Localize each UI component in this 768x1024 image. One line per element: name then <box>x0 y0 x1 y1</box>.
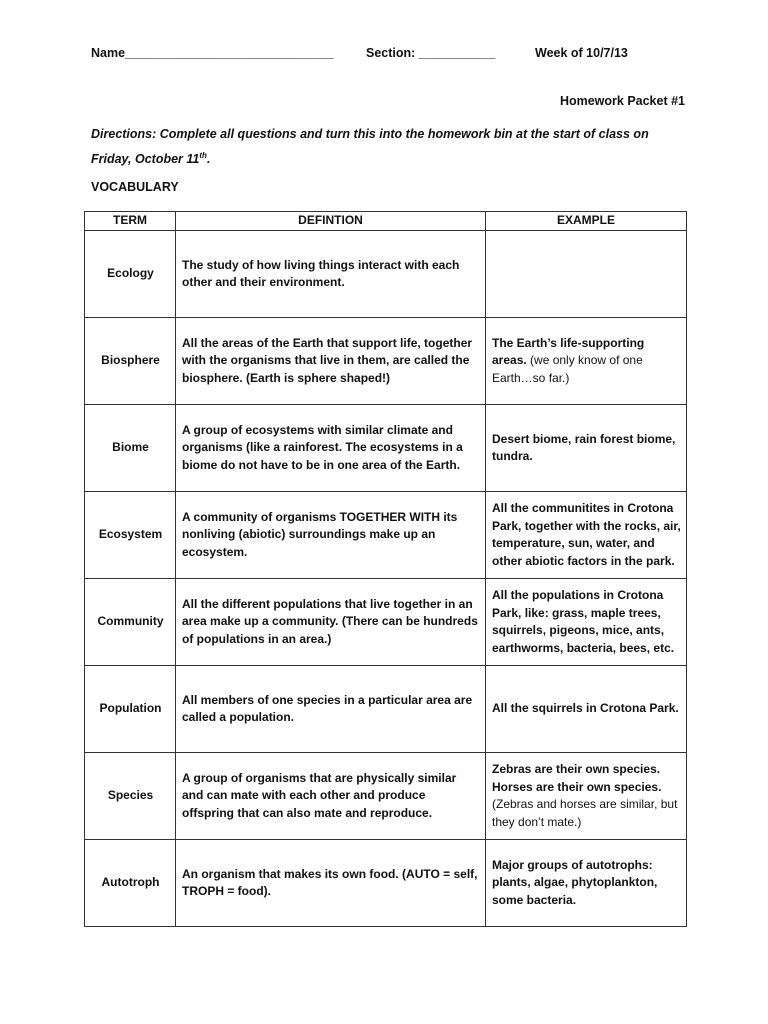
example-text: Desert biome, rain forest biome, tundra. <box>492 431 676 463</box>
header-term: TERM <box>85 212 176 231</box>
directions <box>91 124 691 170</box>
example-cell <box>486 492 687 579</box>
table-header-row <box>85 212 687 231</box>
example-text: Zebras are their own species. Horses are their own species. <box>492 762 662 794</box>
example-cell <box>486 579 687 666</box>
term-cell: Biome <box>85 405 176 492</box>
example-cell[interactable] <box>486 231 687 318</box>
example-cell <box>486 840 687 927</box>
term-cell: Population <box>85 666 176 753</box>
example-cell <box>486 405 687 492</box>
example-text: The Earth’s life-supporting areas. <box>492 335 645 368</box>
table-row <box>85 666 687 753</box>
directions-end: . <box>206 152 211 166</box>
term-cell: Ecosystem <box>85 492 176 579</box>
table-row <box>85 405 687 492</box>
term-cell: Autotroph <box>85 840 176 927</box>
table-row <box>85 492 687 579</box>
vocabulary-table <box>84 211 687 927</box>
definition-cell: An organism that makes its own food. (AUTO = self, TROPH = food). <box>176 840 486 927</box>
directions-ordinal: th <box>199 151 207 160</box>
table-row <box>85 579 687 666</box>
definition-cell: A group of organisms that are physically similar and can mate with each other and produce offspring that can also mate and reproduce. <box>176 753 486 840</box>
example-text: All the squirrels in Crotona Park. <box>492 701 679 716</box>
example-cell <box>486 753 687 840</box>
definition-cell: A group of ecosystems with similar climate and organisms (like a rainforest. The ecosystems in a biome do not have to be in one area of the Earth. <box>176 405 486 492</box>
term-cell: Biosphere <box>85 318 176 405</box>
week-label: Week of 10/7/13 <box>535 46 628 60</box>
example-note: (Zebras and horses are similar, but they don’t mate.) <box>492 797 678 829</box>
section-heading: VOCABULARY <box>91 180 179 194</box>
table-row <box>85 231 687 318</box>
example-text: All the communitites in Crotona Park, together with the rocks, air, temperature, sun, water, and other abiotic factors in the park. <box>492 501 681 568</box>
packet-title: Homework Packet #1 <box>559 94 685 108</box>
example-text: All the populations in Crotona Park, like: grass, maple trees, squirrels, pigeons, mice, ants, earthworms, bacteria, bees, etc. <box>492 588 675 655</box>
example-text: Major groups of autotrophs: plants, algae, phytoplankton, some bacteria. <box>492 857 658 907</box>
term-cell: Community <box>85 579 176 666</box>
section-field[interactable]: Section: ___________ <box>366 46 496 60</box>
term-cell: Ecology <box>85 231 176 318</box>
header-line <box>91 46 768 66</box>
name-field[interactable]: Name______________________________ <box>91 46 334 60</box>
definition-cell: All the different populations that live together in an area make up a community. (There can be hundreds of populations in an area.) <box>176 579 486 666</box>
table-row <box>85 318 687 405</box>
definition-cell: A community of organisms TOGETHER WITH its nonliving (abiotic) surroundings make up an ecosystem. <box>176 492 486 579</box>
header-definition: DEFINTION <box>176 212 486 231</box>
header-example: EXAMPLE <box>486 212 687 231</box>
table-row <box>85 840 687 927</box>
table-row <box>85 753 687 840</box>
directions-text: Directions: Complete all questions and turn this into the homework bin at the start of class on Friday, October 11 <box>91 127 649 166</box>
definition-cell: The study of how living things interact with each other and their environment. <box>176 231 486 318</box>
definition-cell: All the areas of the Earth that support life, together with the organisms that live in them, are called the biosphere. (Earth is sphere shaped!) <box>176 318 486 405</box>
example-cell <box>486 666 687 753</box>
example-cell <box>486 318 687 405</box>
example-note: (we only know of one Earth…so far.) <box>492 353 643 385</box>
definition-cell: All members of one species in a particular area are called a population. <box>176 666 486 753</box>
term-cell: Species <box>85 753 176 840</box>
